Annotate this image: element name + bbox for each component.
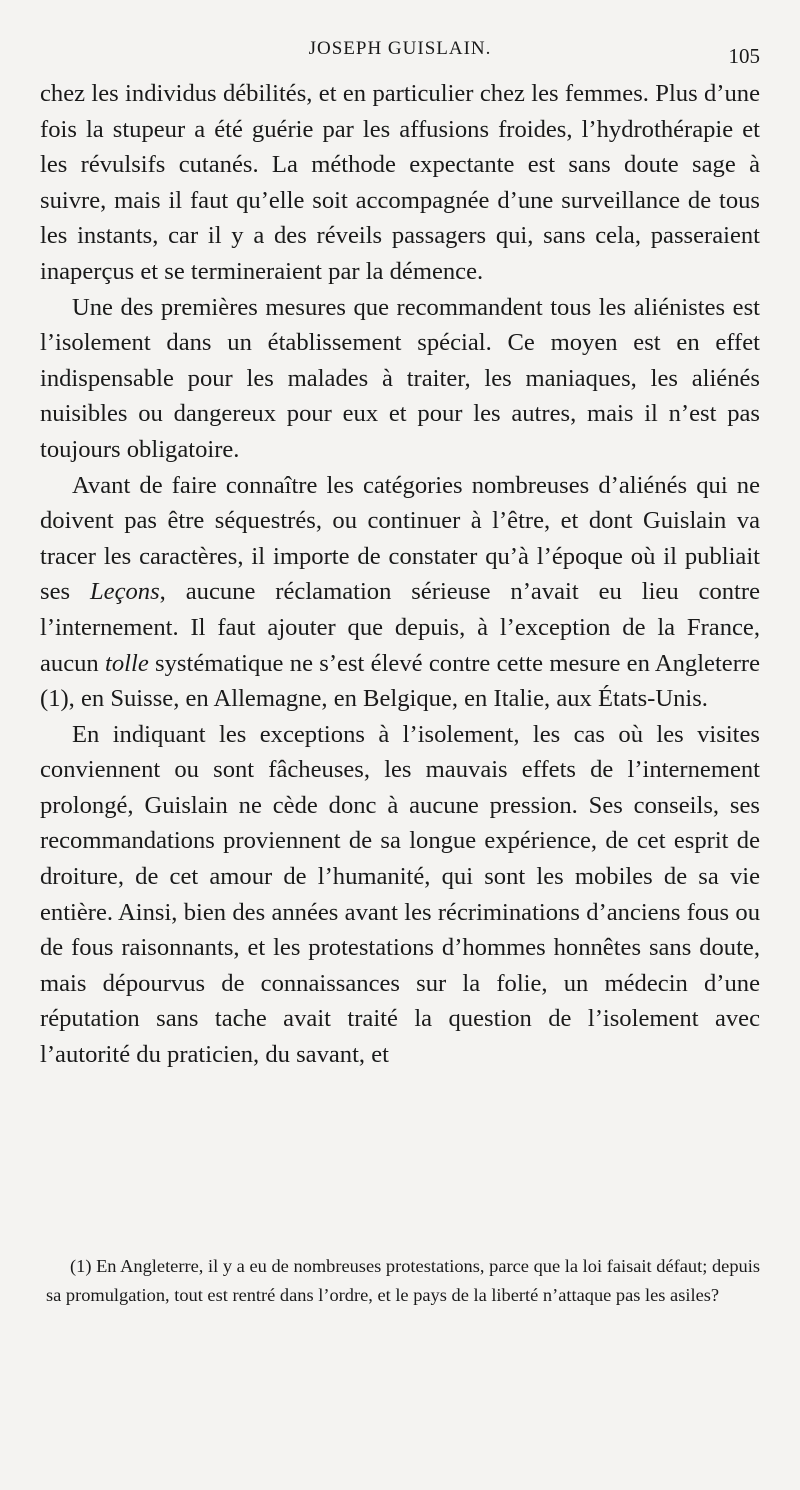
footnote: (1) En Angleterre, il y a eu de nombreuses protestations, parce que la loi faisait défaut; depuis sa promulgation, tout est rentré dans l’ordre, et le pays de la liberté n’attaque pas les asiles? (46, 1256, 760, 1305)
running-title: JOSEPH GUISLAIN. (308, 38, 492, 59)
paragraph-2: Une des premières mesures que recommandent tous les aliénistes est l’isolement dans un établissement spécial. Ce moyen est en effet indispensable pour les malades à traiter, les maniaques, les aliénés nuisibles ou dangereux pour eux et pour les autres, mais il n’est pas toujours obligatoire. (40, 293, 760, 463)
paragraph-3 (40, 468, 760, 717)
italic-lecons: Leçons (89, 578, 160, 606)
paragraph-3-part-c: systématique ne s’est élevé contre cette mesure en Angleterre (1), en Suisse, en Allemagne, en Belgique, en Italie, aux États-Unis. (40, 649, 760, 713)
page-number: 105 (728, 44, 760, 68)
italic-tolle: tolle (105, 649, 149, 677)
paragraph-4: En indiquant les exceptions à l’isolement, les cas où les visites conviennent ou sont fâcheuses, les mauvais effets de l’internement prolongé, Guislain ne cède donc à aucune pression. Ses conseils, ses recommandations proviennent de sa longue expérience, de cet esprit de droiture, de cet amour de l’humanité, qui sont les mobiles de sa vie entière. Ainsi, bien des années avant les récriminations d’anciens fous ou de fous raisonnants, et les protestations d’hommes honnêtes sans doute, mais dépourvus de connaissances sur la folie, un médecin d’une réputation sans tache avait traité la question de l’isolement avec l’autorité du praticien, du savant, et (40, 720, 760, 1069)
paragraph-3-part-b: , aucune réclamation sérieuse n’avait eu lieu contre l’internement. Il faut ajouter que depuis, à l’exception de la France, aucun (40, 578, 760, 677)
running-head (40, 38, 760, 68)
body-text (40, 76, 760, 1073)
paragraph-1: chez les individus débilités, et en particulier chez les femmes. Plus d’une fois la stupeur a été guérie par les affusions froides, l’hydrothérapie et les révulsifs cutanés. La méthode expectante est sans doute sage à suivre, mais il faut qu’elle soit accompagnée d’une surveillance de tous les instants, car il y a des réveils passagers qui, sans cela, passeraient inaperçus et se termineraient par la démence. (40, 80, 760, 285)
paragraph-3-part-a: Avant de faire connaître les catégories nombreuses d’aliénés qui ne doivent pas être séquestrés, ou continuer à l’être, et dont Guislain va tracer les caractères, il importe de constater qu’à l’époque où il publiait ses (40, 471, 760, 606)
